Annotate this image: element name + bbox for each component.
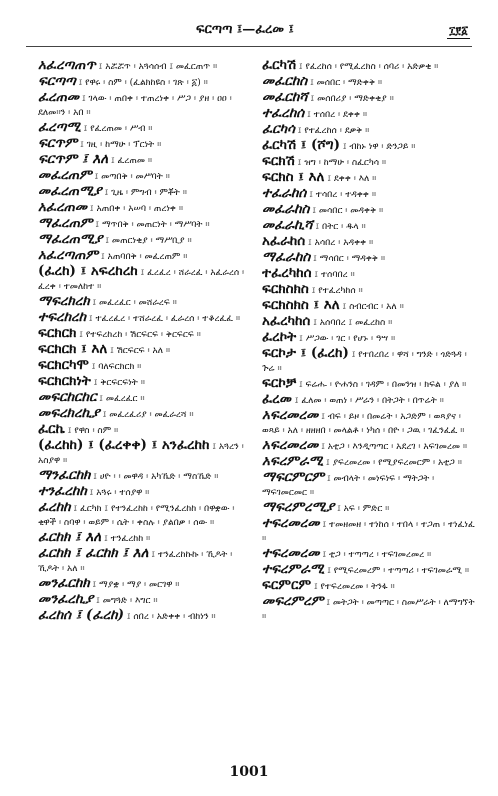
dictionary-entry bbox=[38, 406, 253, 422]
entry-definition: ፤ ተፈረፈረ ፡ ተሸራረፈ ፡ ፈራረሰ ፡ ተቆረፈፈ ። bbox=[86, 314, 241, 324]
entry-headword: ማፍረምረሚያ bbox=[262, 499, 335, 515]
dictionary-entry bbox=[38, 152, 253, 168]
entry-headword: ፍርክርካሞ bbox=[38, 357, 89, 373]
entry-headword: ማፈረጠም bbox=[38, 215, 93, 231]
dictionary-entry bbox=[38, 592, 253, 608]
entry-definition: ፤ ማሳበር ፡ ማዳቀቅ ። bbox=[310, 254, 386, 264]
entry-definition: ፤ መሰበር ፡ ማድቀቅ ። bbox=[307, 78, 383, 88]
dictionary-entry bbox=[262, 578, 477, 594]
dictionary-entry bbox=[262, 266, 477, 282]
entry-headword: መፈረጠም bbox=[38, 167, 92, 183]
entry-headword: መንፈርከክ bbox=[38, 575, 90, 591]
entry-definition: ፤ መጣበቅ ፡ መሥባት ። bbox=[91, 172, 170, 182]
entry-headword: ፍርምርም bbox=[262, 577, 312, 593]
entry-definition: ፤ አጠባበቅ ፡ መፈረጠም ። bbox=[98, 252, 188, 262]
dictionary-entry bbox=[262, 186, 477, 202]
entry-definition: ፤ ተሰባበረ ። bbox=[311, 270, 355, 280]
dictionary-entry bbox=[262, 438, 477, 454]
entry-headword: ፍርክስ ፤ እለ bbox=[262, 169, 325, 185]
entry-definition: ፤ ተመዘመዘ ፡ ተነከሰ ፡ ተበላ ፡ ተጋጠ ፡ ተነፈነፈ ። bbox=[262, 520, 475, 544]
entry-definition: ፤ ማጥበቅ ፡ መጠርነት ፡ ማሥባት ። bbox=[92, 220, 210, 230]
entry-definition: ፤ ባለፍርክርክ ። bbox=[88, 362, 142, 372]
entry-definition: ፤ መፈረፈር ። bbox=[96, 394, 145, 404]
entry-headword: አፈረጣጠጥ bbox=[38, 58, 96, 73]
entry-definition: ፤ ጊዜ ፡ ምግብ ፡ ምቾት ። bbox=[101, 188, 187, 198]
dictionary-entry bbox=[262, 250, 477, 266]
entry-definition: ፤ የፈረከሰ ፡ የሚፈረክስ ፡ ሰባሪ ፡ አድቃቂ ። bbox=[296, 62, 439, 72]
dictionary-entry bbox=[38, 248, 253, 264]
dictionary-entry bbox=[262, 314, 477, 330]
dictionary-entry bbox=[38, 294, 253, 310]
entry-headword: አፈረካከሰ bbox=[262, 313, 311, 329]
dictionary-entry bbox=[262, 138, 477, 154]
entry-definition: ፤ አሳበረ ፡ አዳቀቀ ። bbox=[305, 238, 374, 248]
entry-headword: ተፍረመረመ bbox=[262, 515, 320, 531]
dictionary-entry bbox=[262, 90, 477, 106]
entry-definition: ፤ ገላው ፡ ጠበቀ ፡ ተጠረነቀ ፡ ሥጋ ፡ ያዘ ፡ ዐዐ ፡ ደለመ።ን ፡ አበ ። bbox=[38, 94, 232, 118]
entry-definition: ፤ ቅርፍርፍነት ። bbox=[90, 378, 145, 388]
entry-definition: ፤ ተሳበረ ፡ ተዳቀቀ ። bbox=[306, 190, 377, 200]
entry-headword: ፈርካሽ ፤ (ሾግ) bbox=[262, 137, 340, 153]
entry-definition: ፤ የተፍረከረከ ፡ ሽርፍርፍ ፡ ቅርፍርፍ ። bbox=[76, 330, 201, 340]
entry-headword: መፈርከስ bbox=[262, 73, 308, 89]
entry-definition: ፤ የዋሩ ፡ ስም ፡ (ፈልክከዩስ ፡ ገጽ ፡ ፩) ። bbox=[75, 78, 208, 88]
entry-headword: አፍረመረመ bbox=[262, 407, 319, 423]
entry-definition: ፤ አሰባበረ ፤ መፈረከስ ። bbox=[310, 318, 393, 328]
dictionary-entry bbox=[262, 170, 477, 186]
entry-definition: ፤ ፍሬሑ ፡ ዮሐንስ ፡ ገዳም ፡ በመንዝ ፡ ክፍል ፡ ያለ ። bbox=[296, 380, 467, 390]
entry-definition: ፤ ደቀቀ ፡ እለ ። bbox=[324, 174, 377, 184]
dictionary-entry bbox=[262, 106, 477, 122]
entry-definition: ፤ መፈረፈር ፡ መሸራረፍ ። bbox=[89, 298, 177, 308]
entry-headword: ፍርክስክስ bbox=[262, 281, 309, 297]
dictionary-entry bbox=[38, 184, 253, 200]
dictionary-entry bbox=[262, 154, 477, 170]
dictionary-entry bbox=[38, 120, 253, 136]
entry-headword: አፈረጠመ bbox=[38, 199, 88, 215]
dictionary-entry bbox=[38, 422, 253, 438]
entry-headword: ተንፈረከከ bbox=[38, 483, 87, 499]
dictionary-entry bbox=[262, 58, 477, 74]
entry-definition: ፤ ተሰበረ ፡ ደቀቀ ። bbox=[304, 110, 368, 120]
entry-headword: ፈርከክ ፤ እለ bbox=[38, 529, 102, 545]
entry-definition: ፤ ሽርፍርፍ ፡ አለ ። bbox=[107, 346, 171, 356]
entry-headword: ፍርጥም ፤ እለ bbox=[38, 151, 109, 167]
entry-headword: ፍርኮታ ፤ (ፈረከ) bbox=[262, 345, 349, 361]
entry-headword: ፍርጣጣ bbox=[38, 73, 76, 89]
entry-definition: ፤ መግጓድ ፡ እግር ። bbox=[93, 596, 158, 606]
entry-definition: ፤ ገዚ ፡ ከማሁ ፡ ፕርነት ። bbox=[77, 140, 162, 150]
entry-definition: ፤ ማያቋ ፡ ማያ ፡ መርገዋ ። bbox=[89, 580, 180, 590]
entry-headword: ፍርክሽ bbox=[262, 153, 295, 169]
dictionary-entry bbox=[262, 346, 477, 376]
entry-headword: መፍርከርከር bbox=[38, 389, 97, 405]
entry-headword: መፍረክረኪያ bbox=[38, 405, 100, 421]
entry-definition: ፤ የዋስ ፡ ስም ። bbox=[64, 426, 119, 436]
entry-headword: ፍርክርክ bbox=[38, 325, 77, 341]
entry-headword: ተፈረከሰ bbox=[262, 105, 305, 121]
entry-headword: ፈረኮት bbox=[262, 329, 297, 345]
entry-definition: ፤ አፍ ፡ ምድር ። bbox=[334, 504, 390, 514]
page-number-ethiopic: ፲፻፩ bbox=[449, 24, 468, 37]
entry-headword: ፈረጠመ bbox=[38, 89, 80, 105]
entry-headword: አፍረመረመ bbox=[262, 437, 319, 453]
dictionary-entry bbox=[262, 594, 477, 624]
entry-definition: ፤ የፈረጠመ ፡ ሥብ ። bbox=[80, 124, 153, 134]
dictionary-entry bbox=[38, 390, 253, 406]
entry-definition: ፤ አጓሩ ፡ ተሰያዋ ። bbox=[86, 488, 150, 498]
running-head: ፍርጣጣ ፤—ፈረመ ፤ bbox=[196, 22, 294, 37]
entry-headword: መፍረምረም bbox=[262, 593, 324, 609]
entry-definition: ፤ መብላት ፡ መነፍነፍ ፡ ማትጋት ፡ ማፍገመርመር ። bbox=[262, 474, 435, 498]
dictionary-entry bbox=[262, 234, 477, 250]
entry-headword: ፈረከከ bbox=[38, 499, 71, 515]
entry-headword: መንፈረኪያ bbox=[38, 591, 94, 607]
entry-definition: ፤ በትር ፡ ዱላ ። bbox=[312, 222, 366, 232]
entry-definition: ፤ ብፍ ፡ ይዞ ፡ በመሬት ፡ አጋድም ፡ ወጻያና ፡ ወጻይ ፡ አለ ፡ ዘዘዘበ ፡ መላልቶ ፡ ነካሰ ፡ በዮ ፡ ጋዉ ፡ ገፈንፈፈ ። bbox=[262, 412, 465, 436]
entry-headword: ፈረጣሚ bbox=[38, 119, 81, 135]
entry-definition: ፤ ሥጋው ፡ ገር ፡ የሆኑ ፡ ዓሣ ። bbox=[296, 334, 396, 344]
page-number: 1001 bbox=[229, 764, 269, 780]
entry-headword: ፈርኬ bbox=[38, 421, 65, 437]
entry-headword: ተፍረምራሚ bbox=[262, 561, 325, 577]
dictionary-entry bbox=[262, 392, 477, 408]
entry-definition: ፤ ፈረፈረ ፡ ሸራረፈ ፡ አፈራረሰ ፡ ፈረቀ ፡ ተመለከተ ። bbox=[38, 268, 245, 292]
dictionary-entry bbox=[38, 530, 253, 546]
entry-definition: ፤ መትጋት ፡ መጣጣር ፡ ስመሥራት ፡ ለማግኘት ። bbox=[262, 598, 475, 622]
entry-headword: ፈረከሰ ፤ (ፈረከ) bbox=[38, 607, 124, 623]
entry-definition: ፤ ሰበረ ፡ አድቀቀ ፡ ብከነን ። bbox=[123, 612, 216, 622]
entry-headword: ፈርከክ ፤ ፈርከክ ፤ እለ bbox=[38, 545, 149, 561]
entry-headword: ማፍርምርም bbox=[262, 469, 325, 485]
dictionary-entry bbox=[38, 58, 253, 74]
dictionary-entry bbox=[38, 546, 253, 576]
header-rule bbox=[26, 46, 472, 47]
entry-definition: ፤ ፈረጠመ ። bbox=[108, 156, 153, 166]
dictionary-entry bbox=[262, 546, 477, 562]
dictionary-entry bbox=[262, 74, 477, 90]
entry-definition: ፤ መጠርነቂያ ፡ ማሥቢያ ። bbox=[102, 236, 192, 246]
entry-definition: ፤ ተንፈረከኩኩ ፡ ኺዶት ፡ ኺዶት ፡ አለ ። bbox=[38, 550, 233, 574]
entry-headword: ማፈራከስ bbox=[262, 249, 311, 265]
entry-definition: ፤ ፈለመ ፡ ወጠነ ፡ ሥራን ፡ በትጋት ፡ በጥሬት ። bbox=[291, 396, 444, 406]
dictionary-entry bbox=[38, 74, 253, 90]
entry-headword: ፍርጥም bbox=[38, 135, 78, 151]
dictionary-entry bbox=[38, 310, 253, 326]
entry-headword: መፈረጠሚያ bbox=[38, 183, 102, 199]
dictionary-entry bbox=[38, 500, 253, 530]
entry-definition: ፤ አሯሯጥ ፡ አጓሳሰብ ፤ መፈርጠጥ ። bbox=[95, 62, 218, 72]
entry-headword: ፍርኮቻ bbox=[262, 375, 297, 391]
dictionary-entry bbox=[38, 168, 253, 184]
entry-headword: ተፈረካከሰ bbox=[262, 265, 312, 281]
entry-headword: አፈረጣጠም bbox=[38, 247, 99, 263]
entry-headword: ፈርካሳ bbox=[262, 121, 295, 137]
entry-definition: ፤ ሀዮ ፡ ፡ መዋዳ ፡ አካኼድ ፡ ማስኼድ ። bbox=[90, 472, 219, 482]
dictionary-entry bbox=[38, 438, 253, 468]
dictionary-entry bbox=[38, 374, 253, 390]
dictionary-entry bbox=[38, 264, 253, 294]
dictionary-entry bbox=[262, 562, 477, 578]
entry-definition: ፤ የተበረበረ ፡ ዋሻ ፡ ግንድ ፡ ጎድጓዳ ፡ ጕሬ ። bbox=[262, 350, 467, 374]
entry-definition: ፤ ተንፈረከከ ። bbox=[101, 534, 151, 544]
dictionary-entry bbox=[38, 608, 253, 624]
entry-headword: መፈራከስ bbox=[262, 201, 310, 217]
entry-definition: ፤ የተፈረካከሰ ። bbox=[308, 286, 363, 296]
entry-headword: ተፍረከረከ bbox=[38, 309, 87, 325]
page-header bbox=[0, 18, 498, 44]
entry-definition: ፤ አጠበቀ ፡ አሠባ ፡ ጠረነቀ ። bbox=[87, 204, 184, 214]
dictionary-entry bbox=[262, 202, 477, 218]
entry-definition: ፤ አጓረን ፡ አስያዋ ። bbox=[38, 442, 244, 466]
entry-headword: ተፍረመረመ bbox=[262, 545, 320, 561]
entry-definition: ፤ መፈረፈሪያ ፡ መፈራረሻ ። bbox=[99, 410, 194, 420]
entry-headword: ፈርካሽ bbox=[262, 58, 297, 73]
entry-definition: ፤ ዝግ ፡ ከማሁ ፡ ስፈርካሳ ። bbox=[294, 158, 387, 168]
right-column bbox=[262, 58, 477, 770]
dictionary-entry bbox=[38, 342, 253, 358]
dictionary-entry bbox=[38, 216, 253, 232]
dictionary-entry bbox=[38, 232, 253, 248]
dictionary-entry bbox=[262, 516, 477, 546]
entry-definition: ፤ ብከኑ ነዋ ፡ ድንጋይ ። bbox=[340, 142, 416, 152]
dictionary-entry bbox=[262, 218, 477, 234]
dictionary-entry bbox=[262, 330, 477, 346]
entry-definition: ፤ የተፈረከሰ ፡ ደቃቅ ። bbox=[294, 126, 370, 136]
entry-definition: ፤ የተፍረመረመ ፡ ትንፋ ። bbox=[311, 582, 395, 592]
entry-headword: ማፍረክረክ bbox=[38, 293, 90, 309]
entry-headword: ፍርክርክ ፤ እለ bbox=[38, 341, 108, 357]
dictionary-entry bbox=[38, 358, 253, 374]
entry-definition: ፤ ስብርብር ፡ አለ ። bbox=[339, 302, 404, 312]
entry-headword: ማፈረጠሚያ bbox=[38, 231, 103, 247]
dictionary-entry bbox=[38, 576, 253, 592]
entry-definition: ፤ ቲጋ ፡ ተጣጣረ ፡ ተፍገመረመረ ። bbox=[319, 550, 432, 560]
dictionary-entry bbox=[262, 408, 477, 438]
entry-headword: አፍረምራሚ bbox=[262, 453, 324, 469]
dictionary-entry bbox=[262, 122, 477, 138]
dictionary-entry bbox=[38, 136, 253, 152]
entry-headword: ተፈራከሰ bbox=[262, 185, 307, 201]
entry-definition: ፤ የሚፍረመረም ፡ ተጣጣሪ ፡ ተፍገመራሚ ። bbox=[324, 566, 470, 576]
entry-headword: ፈረመ bbox=[262, 391, 292, 407]
entry-headword: ፍርክርክነት bbox=[38, 373, 91, 389]
dictionary-entry bbox=[262, 282, 477, 298]
dictionary-entry bbox=[38, 326, 253, 342]
entry-headword: (ፈረከ) ፤ አፍረከረከ bbox=[38, 263, 138, 279]
entry-definition: ፤ መሰበሪያ ፡ ማድቀቂያ ። bbox=[307, 94, 394, 104]
entry-headword: ማንፈርከክ bbox=[38, 467, 91, 483]
dictionary-entry bbox=[262, 470, 477, 500]
dictionary-entry bbox=[38, 200, 253, 216]
entry-definition: ፤ ያፍረመረመ ፡ የሚያፍረመርም ፡ አቲጋ ። bbox=[323, 458, 462, 468]
dictionary-entry bbox=[38, 484, 253, 500]
dictionary-entry bbox=[262, 500, 477, 516]
dictionary-entry bbox=[262, 454, 477, 470]
entry-headword: መፈራኪሻ bbox=[262, 217, 313, 233]
left-column bbox=[38, 58, 253, 770]
dictionary-entry bbox=[262, 298, 477, 314]
entry-headword: አፈራከሰ bbox=[262, 233, 306, 249]
dictionary-entry bbox=[38, 468, 253, 484]
dictionary-entry bbox=[262, 376, 477, 392]
entry-definition: ፤ አቲጋ ፡ እንዲጣጣር ፡ አደረገ ፡ አፍገመረመ ። bbox=[318, 442, 468, 452]
entry-definition: ፤ ፈርካክ ፤ የተንፈረከከ ፡ የሚንፈረከከ ፡ በዋቋው ፡ ቂዋች ፡ ስባዋ ፡ ወይም ፡ ሴት ፡ ቀስሉ ፡ ያልበቃ ፡ ሰው ። bbox=[38, 504, 235, 528]
dictionary-entry bbox=[38, 90, 253, 120]
entry-definition: ፤ መሳበር ፡ መዳቀቅ ። bbox=[309, 206, 384, 216]
entry-headword: ፍርክስክስ ፤ እለ bbox=[262, 297, 340, 313]
entry-headword: (ፈረከከ) ፤ (ፈረቀቀ) ፤ አንፈረከከ bbox=[38, 437, 210, 453]
entry-headword: መፈርከሻ bbox=[262, 89, 308, 105]
